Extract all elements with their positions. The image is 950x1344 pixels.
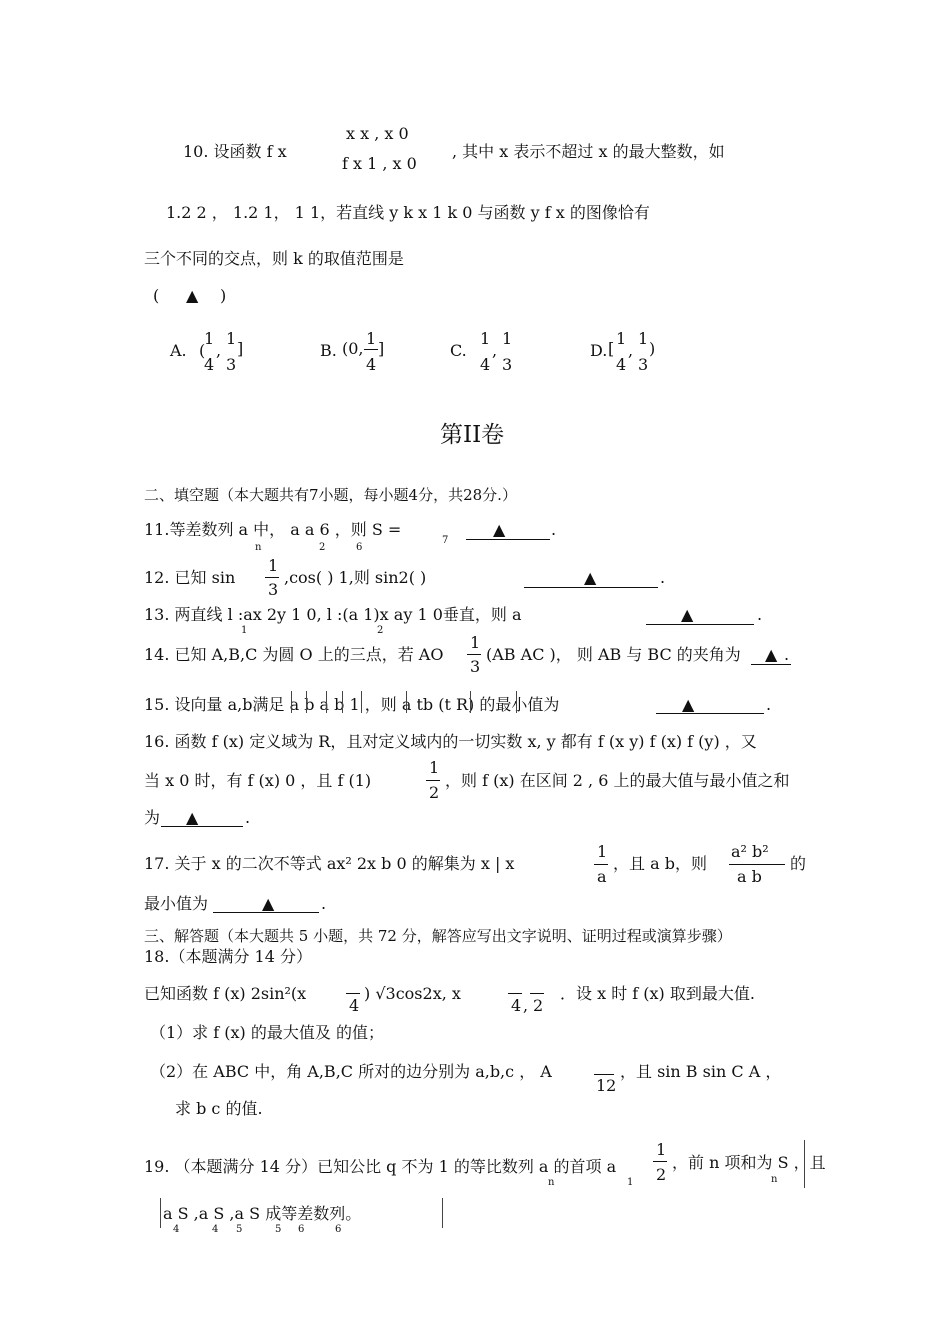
q19-line2: a S ,a S ,a S 成等差数列。 (163, 1204, 362, 1223)
q19-num: 1 (656, 1140, 667, 1159)
q16-den: 2 (429, 783, 440, 802)
q17-text-c: 的 (790, 854, 807, 873)
q18-comma: , (523, 996, 529, 1015)
option-b-den1: 4 (366, 355, 377, 374)
q12-num: 1 (268, 556, 279, 575)
q19-sub-n2: n (771, 1174, 778, 1185)
abs-bar (160, 1198, 161, 1228)
answer-marker: ▲ (493, 520, 506, 539)
q13-sub-1a: 1 (241, 625, 248, 636)
q19-sub-n: n (548, 1177, 555, 1188)
q11-tail: . (551, 520, 557, 539)
q18-fraction-bar-a (346, 993, 360, 994)
q12-tail: . (660, 568, 666, 587)
q19-line1-a: 19. （本题满分 14 分）已知公比 q 不为 1 的等比数列 a 的首项 a (144, 1157, 617, 1176)
q18-part2-c: 求 b c 的值. (175, 1099, 263, 1118)
q10-piece-bottom: f x 1 , x 0 (342, 154, 417, 173)
q18-fraction-bar-d (594, 1074, 614, 1075)
q10-lead-tail: , 其中 x 表示不超过 x 的最大整数，如 (452, 142, 725, 161)
option-d-comma: , (628, 341, 634, 360)
answer-marker: ▲ (765, 645, 778, 664)
q14-text-b: (AB AC )， 则 AB 与 BC 的夹角为 (486, 645, 741, 664)
q14-tail: . (784, 645, 790, 664)
option-c-num2: 1 (502, 329, 513, 348)
q18-den-a: 4 (349, 996, 360, 1015)
q18-fraction-bar-c (530, 993, 544, 994)
abs-bar (326, 691, 327, 713)
q18-line1-c: ．设 x 时 f (x) 取到最大值. (560, 984, 755, 1003)
q16-tail: . (245, 808, 251, 827)
option-d-num2: 1 (638, 329, 649, 348)
option-d-den2: 3 (638, 355, 649, 374)
option-a-num2: 1 (226, 329, 237, 348)
answer-marker: ▲ (682, 695, 695, 714)
q19-sub-5a: 5 (236, 1224, 243, 1235)
option-b-num1: 1 (366, 329, 377, 348)
q12-fraction-bar (265, 577, 279, 578)
q10-line3: 三个不同的交点，则 k 的取值范围是 (144, 249, 404, 268)
q16-line1: 16. 函数 f (x) 定义域为 R，且对定义域内的一切实数 x, y 都有 f (x y) f (x) f (y) ，又 (144, 732, 757, 751)
option-c-den1: 4 (480, 355, 491, 374)
q18-part2-b: ，且 sin B sin C A ， (620, 1062, 782, 1081)
q15-tail: . (766, 695, 772, 714)
q10-paren-close: ) (220, 286, 227, 305)
q19-sub-4b: 4 (212, 1224, 219, 1235)
option-d-num1: 1 (616, 329, 627, 348)
option-c-label: C. (450, 341, 467, 360)
q12-den: 3 (268, 580, 279, 599)
option-d-den1: 4 (616, 355, 627, 374)
q13-tail: . (757, 605, 763, 624)
option-a-comma: , (216, 341, 222, 360)
option-b-open: (0, (342, 339, 364, 358)
abs-bar (442, 1198, 443, 1228)
answer-marker: ▲ (186, 286, 199, 305)
q19-sub-4a: 4 (173, 1224, 180, 1235)
q10-line2: 1.2 2 ， 1.2 1， 1 1，若直线 y k x 1 k 0 与函数 y f x 的图像恰有 (166, 203, 650, 222)
q15-answer-blank[interactable] (656, 713, 764, 714)
option-d-label: D. (590, 341, 608, 360)
q16-line3: 为 (144, 808, 161, 827)
q17-line2: 最小值为 (144, 894, 209, 913)
part3-heading: 三、解答题（本大题共 5 小题，共 72 分，解答应写出文字说明、证明过程或演算步骤） (144, 927, 732, 945)
q19-sub-1: 1 (627, 1177, 634, 1188)
q17-text-b: ，且 a b，则 (613, 854, 707, 873)
q19-den: 2 (656, 1165, 667, 1184)
q17-den2: a b (737, 867, 762, 886)
q17-text-a: 17. 关于 x 的二次不等式 ax² 2x b 0 的解集为 x | x (144, 854, 515, 873)
q19-sub-6b: 6 (335, 1224, 342, 1235)
section-title: 第II卷 (440, 422, 505, 448)
option-a-label: A. (170, 341, 187, 360)
q11-answer-blank[interactable] (466, 539, 550, 540)
margin-rule (804, 1140, 805, 1188)
option-b-close: ] (378, 339, 385, 358)
option-a-open: ( (199, 341, 206, 360)
q14-fraction-bar (467, 654, 481, 655)
q13-text: 13. 两直线 l :ax 2y 1 0, l :(a 1)x ay 1 0垂直，则 a (144, 605, 522, 624)
q18-den-c: 2 (533, 996, 544, 1015)
part2-heading: 二、填空题（本大题共有7小题，每小题4分，共28分.） (144, 486, 517, 504)
abs-bar (342, 691, 343, 713)
q11-sub-6: 6 (356, 542, 363, 553)
option-c-den2: 3 (502, 355, 513, 374)
q16-num: 1 (429, 758, 440, 777)
answer-marker: ▲ (262, 894, 275, 913)
q19-sub-5b: 5 (275, 1224, 282, 1235)
option-a-close: ] (237, 339, 244, 358)
q14-den: 3 (470, 657, 481, 676)
answer-marker: ▲ (584, 568, 597, 587)
abs-bar (470, 691, 471, 713)
q17-den: a (597, 867, 607, 886)
q16-line2-b: ，则 f (x) 在区间 2 , 6 上的最大值与最小值之和 (445, 771, 790, 790)
option-a-num1: 1 (204, 329, 215, 348)
q11-text: 11.等差数列 a 中， a a 6 ，则 S = (144, 520, 402, 539)
q13-sub-2: 2 (377, 625, 384, 636)
q13-answer-blank[interactable] (646, 624, 754, 625)
abs-bar (361, 691, 362, 713)
q18-part1: （1）求 f (x) 的最大值及 的值； (150, 1023, 384, 1042)
q18-den-d: 12 (596, 1076, 617, 1095)
option-a-den1: 4 (204, 355, 215, 374)
q11-sub-2: 2 (319, 542, 326, 553)
q10-paren-open: ( (153, 286, 160, 305)
q12-text-a: 12. 已知 sin (144, 568, 236, 587)
abs-bar (306, 691, 307, 713)
q17-tail: . (321, 894, 327, 913)
q11-sub-7: 7 (442, 535, 449, 546)
q16-line2-a: 当 x 0 时，有 f (x) 0 ，且 f (1) (144, 771, 372, 790)
q18-fraction-bar-b (508, 993, 522, 994)
q16-fraction-bar (426, 780, 440, 781)
q17-num: 1 (597, 842, 608, 861)
abs-bar (516, 691, 517, 713)
option-b-label: B. (320, 341, 337, 360)
q18-title: 18.（本题满分 14 分） (144, 947, 312, 966)
q15-text: 15. 设向量 a,b满足 a b a b 1 ，则 a tb (t R) 的最小值为 (144, 695, 560, 714)
option-c-num1: 1 (480, 329, 491, 348)
option-d-open: [ (608, 339, 615, 358)
option-b-fraction-bar (364, 349, 378, 350)
option-a-den2: 3 (226, 355, 237, 374)
abs-bar (406, 691, 407, 713)
q14-num: 1 (470, 633, 481, 652)
q16-answer-blank[interactable] (161, 826, 243, 827)
answer-marker: ▲ (186, 808, 199, 827)
q18-line1-b: ) √3cos2x, x (364, 984, 461, 1003)
option-c-comma: , (492, 341, 498, 360)
option-d-close: ) (649, 339, 656, 358)
q19-line1-b: ，前 n 项和为 S ，且 (672, 1153, 826, 1172)
q19-fraction-bar (653, 1161, 667, 1162)
q18-den-b: 4 (511, 996, 522, 1015)
q14-text-a: 14. 已知 A,B,C 为圆 O 上的三点，若 AO (144, 645, 444, 664)
q18-part2-a: （2）在 ABC 中，角 A,B,C 所对的边分别为 a,b,c ， A (150, 1062, 552, 1081)
q17-fraction-bar (594, 864, 608, 865)
abs-bar (291, 691, 292, 713)
answer-marker: ▲ (681, 605, 694, 624)
q18-line1-a: 已知函数 f (x) 2sin²(x (144, 984, 307, 1003)
q10-piece-top: x x , x 0 (346, 124, 409, 143)
q17-num2: a² b² (731, 842, 769, 861)
q19-sub-6a: 6 (298, 1224, 305, 1235)
q11-sub-n: n (255, 542, 262, 553)
q17-fraction-bar-2 (729, 864, 785, 865)
q10-lead: 10. 设函数 f x (183, 142, 287, 161)
q12-text-b: ,cos( ) 1,则 sin2( ) (284, 568, 427, 587)
